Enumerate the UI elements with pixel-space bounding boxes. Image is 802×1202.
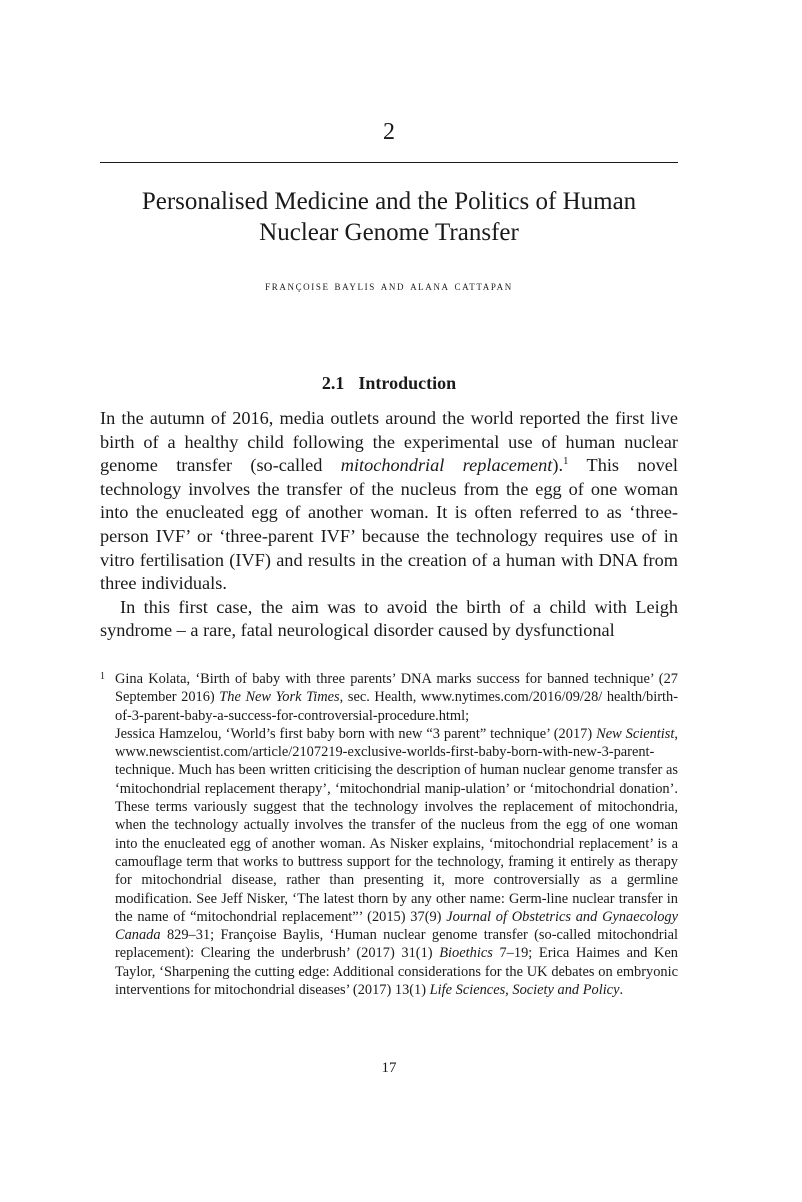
footnote-italic: Journal of Obstetrics and Gynaecology Canada <box>115 908 678 944</box>
footnote-text: 7–19; Erica Haimes and Ken Taylor, ‘Sharpening the cutting edge: Additional considerations for the UK debates on embryonic interventions for mitochondrial diseases’ (2017) 13(1) <box>115 945 678 999</box>
paragraph: In this first case, the aim was to avoid the birth of a child with Leigh syndrome – a rare, fatal neurological disorder caused by dysfunctional <box>100 596 678 641</box>
body-text <box>100 407 678 643</box>
paragraph <box>100 407 678 596</box>
footnote <box>100 670 678 999</box>
footnote-italic: New Scientist <box>596 725 675 742</box>
paragraph-text: In the autumn of 2016, media outlets around the world reported the first live birth of a healthy child following the experimental use of human nuclear genome transfer (so-called <box>100 408 678 476</box>
footnote-text: 829–31; Françoise Baylis, ‘Human nuclear genome transfer (so-called mitochondrial replacement): Clearing the underbrush’ (2017) 31(1) <box>115 927 678 962</box>
footnote-text: Gina Kolata, ‘Birth of baby with three parents’ DNA marks success for banned technique’ (27 September 2016) <box>115 671 678 706</box>
chapter-authors: françoise baylis and alana cattapan <box>265 278 513 293</box>
chapter-title <box>100 186 678 248</box>
footnote-text: Jessica Hamzelou, ‘World’s first baby born with new “3 parent” technique’ (2017) <box>115 725 597 742</box>
footnote-paragraph <box>115 670 678 725</box>
footnote-text: . <box>619 982 624 999</box>
paragraph-text: This novel technology involves the transfer of the nucleus from the egg of one woman into the enucleated egg of another woman. It is often referred to as ‘three-person IVF’ or ‘three-parent IVF’ because the technology requires use of in vitro fertilisation (IVF) and results in the creation of a human with DNA from three individuals. <box>100 455 678 594</box>
section-heading <box>100 372 678 394</box>
footnote-italic: Life Sciences, Society and Policy <box>429 982 620 999</box>
chapter-number: 2 <box>383 119 395 145</box>
paragraph-text: ). <box>552 455 564 476</box>
chapter-title-line-1: Personalised Medicine and the Politics of Human <box>141 188 637 215</box>
section-title: Introduction <box>358 373 457 393</box>
page-number: 17 <box>381 1060 397 1076</box>
footnote-paragraph <box>115 725 678 999</box>
footnote-body <box>115 670 678 999</box>
footnote-text: , www.newscientist.com/article/2107219-exclusive-worlds-first-baby-born-with-new-3-parent-technique. Much has been written criticising the description of human nuclear genome transfer as ‘mitochondrial replacement therapy’, ‘mitochondrial manip-ulation’ or ‘mitochondrial donation’. These terms variously suggest that the technology involves the replacement of mitochondria, when the technology actually involves the transfer of the nucleus from the egg of one woman into the enucleated egg of another woman. As Nisker explains, ‘mitochondrial replacement’ is a camouflage term that works to buttress support for the technology, framing it entirely as therapy for mitochondrial disease, rather than presenting it, more controversially as a germline modification. See Jeff Nisker, ‘The latest thorn by any other name: Germ-line nuclear transfer in the name of “mitochondrial replacement”’ (2015) 37(9) <box>115 725 678 925</box>
footnote-text: , sec. Health, www.nytimes.com/2016/09/28/ health/birth-of-3-parent-baby-a-success-for-controversial-procedure.html; <box>115 689 678 724</box>
footnote-italic: The New York Times <box>219 689 340 706</box>
footnote-number: 1 <box>100 671 105 682</box>
section-number: 2.1 <box>321 373 345 393</box>
paragraph-emphasis: mitochondrial replacement <box>340 455 553 476</box>
chapter-rule <box>100 162 678 163</box>
footnote-reference[interactable]: 1 <box>563 455 569 468</box>
footnote-italic: Bioethics <box>439 945 493 962</box>
chapter-title-line-2: Nuclear Genome Transfer <box>259 219 519 246</box>
